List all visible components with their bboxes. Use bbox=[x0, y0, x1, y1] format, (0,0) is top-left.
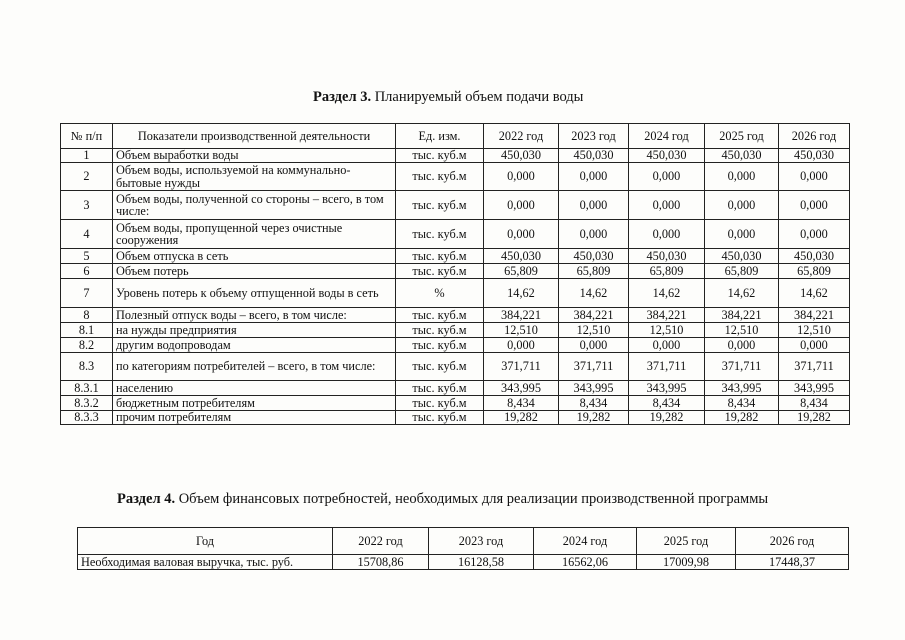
row-value-2024: 371,711 bbox=[629, 353, 705, 381]
row-value-2025: 371,711 bbox=[705, 353, 779, 381]
section4-heading-text: Объем финансовых потребностей, необходимых для реализации производственной программы bbox=[175, 491, 769, 507]
row-value-2023: 384,221 bbox=[559, 308, 629, 323]
row-value-2024: 0,000 bbox=[629, 163, 705, 191]
row-value-2025: 450,030 bbox=[705, 149, 779, 163]
row-value-2023: 0,000 bbox=[559, 163, 629, 191]
row-value-2022: 0,000 bbox=[484, 163, 559, 191]
water-supply-table bbox=[60, 123, 850, 425]
row-unit: тыс. куб.м bbox=[396, 249, 484, 264]
row-number: 8.3 bbox=[61, 353, 113, 381]
row-value-2024: 0,000 bbox=[629, 191, 705, 220]
header-unit: Ед. изм. bbox=[396, 124, 484, 149]
table-header-row bbox=[61, 124, 850, 149]
row-value-2026: 450,030 bbox=[779, 249, 850, 264]
row-unit: тыс. куб.м bbox=[396, 381, 484, 396]
row-value-2022: 12,510 bbox=[484, 323, 559, 338]
row-value-2023: 8,434 bbox=[559, 396, 629, 411]
row-unit: тыс. куб.м bbox=[396, 308, 484, 323]
row-unit: тыс. куб.м bbox=[396, 149, 484, 163]
table-body bbox=[61, 149, 850, 425]
row-value-2023: 371,711 bbox=[559, 353, 629, 381]
financial-needs-table bbox=[77, 527, 849, 570]
row-value-2025: 0,000 bbox=[705, 191, 779, 220]
header-num: № п/п bbox=[61, 124, 113, 149]
fin-header-2025: 2025 год bbox=[637, 528, 736, 555]
row-indicator: Объем потерь bbox=[113, 264, 396, 279]
row-value-2023: 14,62 bbox=[559, 279, 629, 308]
row-indicator: прочим потребителям bbox=[113, 411, 396, 425]
row-value-2023: 0,000 bbox=[559, 220, 629, 249]
row-unit: тыс. куб.м bbox=[396, 191, 484, 220]
table-row bbox=[61, 411, 850, 425]
row-value-2022: 371,711 bbox=[484, 353, 559, 381]
row-indicator: Полезный отпуск воды – всего, в том числе: bbox=[113, 308, 396, 323]
row-value-2026: 371,711 bbox=[779, 353, 850, 381]
row-value-2024: 384,221 bbox=[629, 308, 705, 323]
row-number: 8.3.2 bbox=[61, 396, 113, 411]
fin-value-2024: 16562,06 bbox=[534, 555, 637, 570]
table-row bbox=[61, 279, 850, 308]
row-value-2024: 0,000 bbox=[629, 338, 705, 353]
row-number: 1 bbox=[61, 149, 113, 163]
header-2025: 2025 год bbox=[705, 124, 779, 149]
row-indicator: бюджетным потребителям bbox=[113, 396, 396, 411]
fin-header-year: Год bbox=[78, 528, 333, 555]
row-value-2026: 343,995 bbox=[779, 381, 850, 396]
fin-value-2023: 16128,58 bbox=[429, 555, 534, 570]
row-value-2022: 450,030 bbox=[484, 149, 559, 163]
row-value-2022: 0,000 bbox=[484, 220, 559, 249]
row-unit: тыс. куб.м bbox=[396, 338, 484, 353]
section3-heading-bold: Раздел 3. bbox=[313, 89, 372, 105]
row-number: 2 bbox=[61, 163, 113, 191]
row-unit: тыс. куб.м bbox=[396, 396, 484, 411]
row-indicator: Объем выработки воды bbox=[113, 149, 396, 163]
row-unit: тыс. куб.м bbox=[396, 220, 484, 249]
row-value-2026: 12,510 bbox=[779, 323, 850, 338]
row-indicator: Объем воды, пропущенной через очистные сооружения bbox=[113, 220, 396, 249]
row-value-2022: 0,000 bbox=[484, 338, 559, 353]
table-row bbox=[61, 249, 850, 264]
row-value-2022: 0,000 bbox=[484, 191, 559, 220]
row-value-2026: 14,62 bbox=[779, 279, 850, 308]
section3-heading-text: Планируемый объем подачи воды bbox=[371, 89, 584, 105]
table-row bbox=[61, 381, 850, 396]
row-indicator: Уровень потерь к объему отпущенной воды в сеть bbox=[113, 279, 396, 308]
row-value-2025: 19,282 bbox=[705, 411, 779, 425]
row-value-2022: 14,62 bbox=[484, 279, 559, 308]
header-indicator: Показатели производственной деятельности bbox=[113, 124, 396, 149]
row-indicator: Объем воды, полученной со стороны – всего, в том числе: bbox=[113, 191, 396, 220]
row-value-2022: 19,282 bbox=[484, 411, 559, 425]
row-indicator: на нужды предприятия bbox=[113, 323, 396, 338]
row-number: 3 bbox=[61, 191, 113, 220]
row-number: 8.3.3 bbox=[61, 411, 113, 425]
row-indicator: Объем отпуска в сеть bbox=[113, 249, 396, 264]
row-indicator: Объем воды, используемой на коммунально-бытовые нужды bbox=[113, 163, 396, 191]
row-value-2023: 19,282 bbox=[559, 411, 629, 425]
row-unit: тыс. куб.м bbox=[396, 264, 484, 279]
row-value-2023: 12,510 bbox=[559, 323, 629, 338]
row-value-2022: 450,030 bbox=[484, 249, 559, 264]
row-value-2024: 19,282 bbox=[629, 411, 705, 425]
row-value-2023: 450,030 bbox=[559, 249, 629, 264]
row-unit: тыс. куб.м bbox=[396, 323, 484, 338]
fin-header-row bbox=[78, 528, 849, 555]
row-value-2024: 14,62 bbox=[629, 279, 705, 308]
row-number: 7 bbox=[61, 279, 113, 308]
row-value-2024: 8,434 bbox=[629, 396, 705, 411]
fin-header-2026: 2026 год bbox=[736, 528, 849, 555]
row-value-2024: 343,995 bbox=[629, 381, 705, 396]
row-number: 5 bbox=[61, 249, 113, 264]
fin-header-2024: 2024 год bbox=[534, 528, 637, 555]
section4-heading-bold: Раздел 4. bbox=[117, 491, 176, 507]
row-value-2025: 343,995 bbox=[705, 381, 779, 396]
header-2022: 2022 год bbox=[484, 124, 559, 149]
row-value-2026: 65,809 bbox=[779, 264, 850, 279]
row-value-2023: 450,030 bbox=[559, 149, 629, 163]
fin-header-2022: 2022 год bbox=[333, 528, 429, 555]
row-number: 6 bbox=[61, 264, 113, 279]
table-row bbox=[61, 396, 850, 411]
table-row bbox=[61, 163, 850, 191]
table-row bbox=[61, 323, 850, 338]
row-value-2024: 450,030 bbox=[629, 149, 705, 163]
row-value-2025: 8,434 bbox=[705, 396, 779, 411]
table-row bbox=[61, 149, 850, 163]
row-value-2026: 450,030 bbox=[779, 149, 850, 163]
fin-row-label: Необходимая валовая выручка, тыс. руб. bbox=[78, 555, 333, 570]
header-2024: 2024 год bbox=[629, 124, 705, 149]
row-value-2023: 0,000 bbox=[559, 338, 629, 353]
row-number: 8.3.1 bbox=[61, 381, 113, 396]
row-value-2026: 0,000 bbox=[779, 191, 850, 220]
row-value-2025: 0,000 bbox=[705, 338, 779, 353]
row-value-2024: 65,809 bbox=[629, 264, 705, 279]
table-row bbox=[61, 191, 850, 220]
row-value-2026: 19,282 bbox=[779, 411, 850, 425]
row-unit: % bbox=[396, 279, 484, 308]
row-value-2023: 343,995 bbox=[559, 381, 629, 396]
row-value-2023: 0,000 bbox=[559, 191, 629, 220]
row-number: 4 bbox=[61, 220, 113, 249]
row-number: 8.2 bbox=[61, 338, 113, 353]
row-indicator: населению bbox=[113, 381, 396, 396]
header-2023: 2023 год bbox=[559, 124, 629, 149]
row-value-2025: 12,510 bbox=[705, 323, 779, 338]
fin-data-row bbox=[78, 555, 849, 570]
row-value-2022: 384,221 bbox=[484, 308, 559, 323]
row-unit: тыс. куб.м bbox=[396, 411, 484, 425]
row-value-2025: 450,030 bbox=[705, 249, 779, 264]
row-value-2026: 384,221 bbox=[779, 308, 850, 323]
row-value-2025: 65,809 bbox=[705, 264, 779, 279]
row-indicator: другим водопроводам bbox=[113, 338, 396, 353]
row-value-2026: 0,000 bbox=[779, 163, 850, 191]
row-value-2025: 0,000 bbox=[705, 163, 779, 191]
row-value-2025: 14,62 bbox=[705, 279, 779, 308]
fin-value-2025: 17009,98 bbox=[637, 555, 736, 570]
row-value-2022: 65,809 bbox=[484, 264, 559, 279]
header-2026: 2026 год bbox=[779, 124, 850, 149]
row-value-2025: 0,000 bbox=[705, 220, 779, 249]
fin-header-2023: 2023 год bbox=[429, 528, 534, 555]
row-value-2025: 384,221 bbox=[705, 308, 779, 323]
row-unit: тыс. куб.м bbox=[396, 353, 484, 381]
row-value-2026: 0,000 bbox=[779, 220, 850, 249]
row-unit: тыс. куб.м bbox=[396, 163, 484, 191]
row-value-2026: 0,000 bbox=[779, 338, 850, 353]
fin-value-2022: 15708,86 bbox=[333, 555, 429, 570]
table-row bbox=[61, 308, 850, 323]
table-row bbox=[61, 353, 850, 381]
row-value-2023: 65,809 bbox=[559, 264, 629, 279]
row-value-2024: 450,030 bbox=[629, 249, 705, 264]
table-row bbox=[61, 264, 850, 279]
row-value-2024: 12,510 bbox=[629, 323, 705, 338]
row-number: 8.1 bbox=[61, 323, 113, 338]
table-row bbox=[61, 220, 850, 249]
row-value-2024: 0,000 bbox=[629, 220, 705, 249]
row-value-2022: 8,434 bbox=[484, 396, 559, 411]
section4-heading bbox=[117, 491, 768, 508]
row-indicator: по категориям потребителей – всего, в том числе: bbox=[113, 353, 396, 381]
row-value-2026: 8,434 bbox=[779, 396, 850, 411]
table-row bbox=[61, 338, 850, 353]
section3-heading bbox=[313, 89, 583, 106]
fin-value-2026: 17448,37 bbox=[736, 555, 849, 570]
row-number: 8 bbox=[61, 308, 113, 323]
row-value-2022: 343,995 bbox=[484, 381, 559, 396]
